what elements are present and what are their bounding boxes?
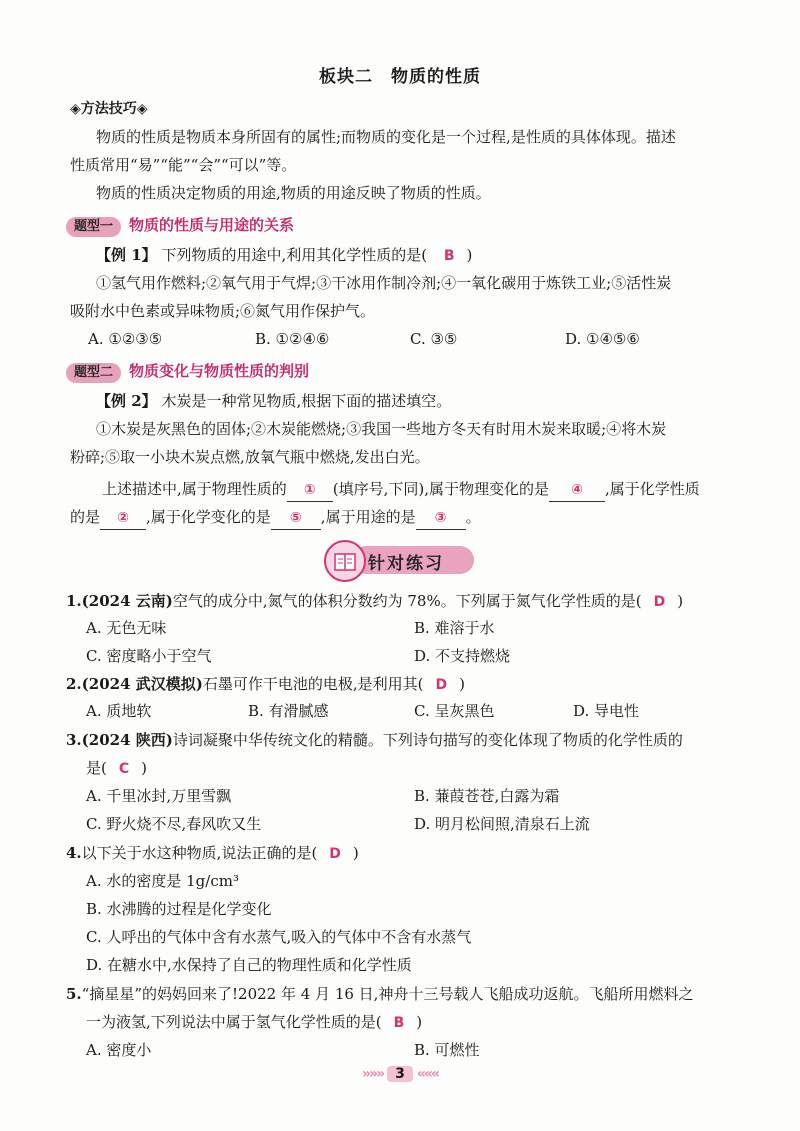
example1-question <box>96 244 472 267</box>
q5-line2: 一为液氢,下列说法中属于氢气化学性质的是( <box>86 1013 382 1031</box>
q2-option-c: C. 呈灰黑色 <box>414 702 495 720</box>
example2-fill-line2 <box>70 506 481 530</box>
q5-close: ) <box>416 1013 423 1031</box>
question-3-line2 <box>86 757 147 780</box>
example2-text: 木炭是一种常见物质,根据下面的描述填空。 <box>161 392 452 410</box>
q1-number: 1. <box>66 592 82 610</box>
q3-close: ) <box>141 759 147 777</box>
q2-answer: D <box>435 677 448 693</box>
q5-text: “摘星星”的妈妈回来了!2022 年 4 月 16 日,神舟十三号载人飞船成功返航。飞船所用燃料之 <box>81 985 694 1003</box>
q1-text: 空气的成分中,氮气的体积分数约为 78%。下列属于氮气化学性质的是( <box>172 592 642 610</box>
fill-answer-2: ④ <box>549 479 605 502</box>
practice-banner-label: 针对练习 <box>368 554 444 574</box>
q2-option-a: A. 质地软 <box>86 702 152 720</box>
q4-option-d: D. 在糖水中,水保持了自己的物理性质和化学性质 <box>86 956 412 974</box>
q2-option-d: D. 导电性 <box>573 702 640 720</box>
q5-option-a: A. 密度小 <box>86 1041 152 1059</box>
fill-text-d: 的是 <box>70 508 101 526</box>
example1-option-d: D. ①④⑤⑥ <box>565 330 640 348</box>
question-2 <box>66 673 465 696</box>
q1-close: ) <box>677 592 684 610</box>
q5-number: 5. <box>66 985 82 1003</box>
fill-text-g: 。 <box>465 508 481 526</box>
example2-line3: 粉碎;⑤取一小块木炭点燃,放氧气瓶中燃烧,发出白光。 <box>70 448 430 466</box>
topic1-title: 物质的性质与用途的关系 <box>129 216 295 234</box>
q3-option-c: C. 野火烧不尽,春风吹又生 <box>86 815 262 833</box>
q4-close: ) <box>352 844 359 862</box>
q1-option-d: D. 不支持燃烧 <box>414 647 511 665</box>
example2-line2: ①木炭是灰黑色的固体;②木炭能燃烧;③我国一些地方冬天有时用木炭来取暖;④将木炭 <box>96 420 667 438</box>
topic2-header <box>66 360 309 383</box>
fill-answer-3: ② <box>100 507 146 530</box>
method-para1-line1: 物质的性质是物质本身所固有的属性;而物质的变化是一个过程,是性质的具体体现。描述 <box>96 128 676 146</box>
q4-text: 以下关于水这种物质,说法正确的是( <box>81 844 318 862</box>
q1-source: (2024 云南) <box>81 592 173 610</box>
q2-text: 石墨可作干电池的电极,是利用其( <box>202 675 424 693</box>
fill-answer-4: ⑤ <box>271 507 321 530</box>
example1-option-c: C. ③⑤ <box>410 330 458 348</box>
example1-close: ) <box>466 246 473 264</box>
example1-answer: B <box>443 248 455 264</box>
fill-text-b: (填序号,下同),属于物理变化的是 <box>332 480 550 498</box>
q1-option-b: B. 难溶于水 <box>414 619 495 637</box>
left-arrows-icon: »»» <box>361 1066 384 1082</box>
example1-line2: ①氢气用作燃料;②氧气用于气焊;③干冰用作制冷剂;④一氧化碳用于炼铁工业;⑤活性炭 <box>96 274 672 292</box>
q4-option-c: C. 人呼出的气体中含有水蒸气,吸入的气体中不含有水蒸气 <box>86 928 472 946</box>
q5-answer: B <box>393 1015 405 1031</box>
example1-label: 【例 1】 <box>96 246 157 264</box>
q4-option-a: A. 水的密度是 1g/cm³ <box>86 872 239 890</box>
right-arrows-icon: ««« <box>416 1066 439 1082</box>
page-title: 板块二 物质的性质 <box>319 67 481 87</box>
example2-fill-line1 <box>102 478 700 502</box>
question-5 <box>66 983 693 1005</box>
q3-source: (2024 陕西) <box>81 731 173 749</box>
topic1-tag: 题型一 <box>66 217 121 237</box>
q2-number: 2. <box>66 675 82 693</box>
method-para2: 物质的性质决定物质的用途,物质的用途反映了物质的性质。 <box>96 184 491 202</box>
question-1 <box>66 590 683 613</box>
practice-banner <box>318 540 478 580</box>
q3-answer: C <box>118 761 130 777</box>
q5-option-b: B. 可燃性 <box>414 1041 480 1059</box>
q2-close: ) <box>459 675 465 693</box>
example1-option-b: B. ①②④⑥ <box>255 330 330 348</box>
q3-option-b: B. 蒹葭苍苍,白露为霜 <box>414 787 560 805</box>
q2-option-b: B. 有滑腻感 <box>248 702 329 720</box>
q1-answer: D <box>653 594 666 610</box>
page-number: 3 <box>387 1066 413 1082</box>
fill-answer-5: ③ <box>416 507 466 530</box>
fill-text-f: ,属于用途的是 <box>320 508 416 526</box>
q4-option-b: B. 水沸腾的过程是化学变化 <box>86 900 272 918</box>
method-heading: ◈方法技巧◈ <box>70 101 148 117</box>
fill-answer-1: ① <box>287 479 333 502</box>
page-number-footer <box>0 1066 800 1082</box>
method-para1-line2: 性质常用“易”“能”“会”“可以”等。 <box>70 156 297 174</box>
q4-number: 4. <box>66 844 82 862</box>
topic2-tag: 题型二 <box>66 363 121 383</box>
q4-answer: D <box>329 846 341 862</box>
q1-option-c: C. 密度略小于空气 <box>86 647 212 665</box>
q3-line2: 是( <box>86 759 107 777</box>
question-4 <box>66 842 359 865</box>
topic1-header <box>66 214 294 237</box>
q1-option-a: A. 无色无味 <box>86 619 167 637</box>
example1-line3: 吸附水中色素或异味物质;⑥氮气用作保护气。 <box>70 302 376 320</box>
q3-text: 诗词凝聚中华传统文化的精髓。下列诗句描写的变化体现了物质的化学性质的 <box>172 731 683 749</box>
book-icon <box>324 540 366 582</box>
q3-option-a: A. 千里冰封,万里雪飘 <box>86 787 232 805</box>
example1-text: 下列物质的用途中,利用其化学性质的是( <box>161 246 428 264</box>
fill-text-c: ,属于化学性质 <box>605 480 700 498</box>
q3-option-d: D. 明月松间照,清泉石上流 <box>414 815 590 833</box>
fill-text-e: ,属于化学变化的是 <box>146 508 271 526</box>
question-5-line2 <box>86 1011 422 1034</box>
example2-label: 【例 2】 <box>96 392 157 410</box>
example2-question <box>96 390 451 412</box>
topic2-title: 物质变化与物质性质的判别 <box>129 362 310 380</box>
q2-source: (2024 武汉模拟) <box>81 675 203 693</box>
question-3 <box>66 729 683 751</box>
fill-text-a: 上述描述中,属于物理性质的 <box>102 480 287 498</box>
example1-option-a: A. ①②③⑤ <box>88 330 163 348</box>
q3-number: 3. <box>66 731 82 749</box>
